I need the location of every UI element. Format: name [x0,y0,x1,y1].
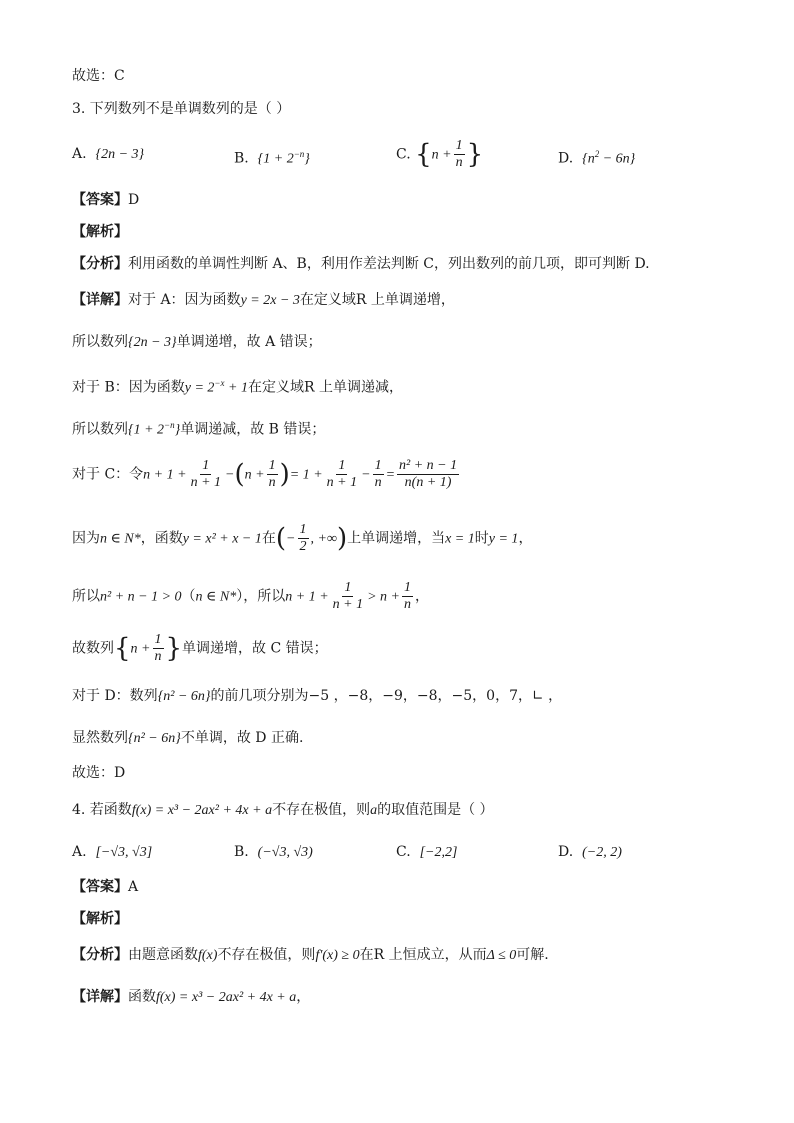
analysis-3-heading: 【解析】 [72,224,128,240]
detail-line-2: 所以数列{2n − 3}单调递增，故 A 错误； [72,334,322,350]
fenxi-3: 【分析】利用函数的单调性判断 A、B，利用作差法判断 C，列出数列的前几项，即可判断 D. [72,256,650,272]
fenxi-4: 【分析】由题意函数f(x)不存在极值，则f′(x) ≥ 0在R 上恒成立，从而Δ ≤ 0可解. [72,947,549,963]
q3-option-a: A. {2n − 3} [72,146,145,162]
detail-line-5: 对于 C：令n + 1 + $\frac{1}{n + 1}$ −(n + $\frac{1}{n}$ )= 1 + $\frac{1}{n + 1}$ − $\frac{1}{n}$ = $\frac{\text{n² + n − 1}}{n(n + 1)}$ [72,458,458,490]
detail-line-10: 显然数列{n² − 6n}不单调，故 D 正确. [72,730,304,746]
text-line: 故选：C [72,68,125,84]
detail-4-line-1: 【详解】函数f(x) = x³ − 2ax² + 4x + a， [72,989,311,1005]
q3-option-d: D. $\{n^2 - 6n\}$ [558,149,636,167]
q4-option-d: D. (−2, 2) [558,844,622,860]
detail-line-9: 对于 D：数列{n² − 6n}的前几项分别为−5 ，−8，−9，−8，−5，0，7，∟ ， [72,688,563,704]
answer-3: 【答案】D [72,192,140,208]
q4-option-a: A. [−√3, √3] [72,844,153,860]
detail-line-1: 【详解】对于 A：因为函数y = 2x − 3在定义域R 上单调递增， [72,292,455,308]
q3-option-b: B. $\{1 + 2^{-n}\}$ [234,149,310,167]
detail-line-3: 对于 B：因为函数$y = 2^{-x} + 1$在定义域R 上单调递减， [72,378,403,396]
q4-option-b: B. (−√3, √3) [234,844,313,860]
analysis-4-heading: 【解析】 [72,911,128,927]
detail-line-6: 因为n ∈ N*，函数y = x² + x − 1在(− $\frac{1}{2}$ , +∞)上单调递增，当x = 1时y = 1， [72,522,533,554]
question-3: 3. 下列数列不是单调数列的是（ ） [72,101,291,117]
q4-option-c: C. [−2,2] [396,844,458,860]
detail-line-4: 所以数列$\{1 + 2^{-n}\}$单调递减，故 B 错误； [72,420,326,438]
question-4: 4. 若函数f(x) = x³ − 2ax² + 4x + a不存在极值，则a的取值范围是（ ） [72,802,494,818]
text-line: 故选：D [72,765,126,781]
detail-line-8: 故数列{n + $\frac{1}{n}$ }单调递增，故 C 错误； [72,632,328,664]
q3-option-c: C. {n + $\frac{1}{n}$ } [396,138,484,170]
detail-line-7: 所以n² + n − 1 > 0（n ∈ N*），所以n + 1 + $\frac{1}{n + 1}$ > n + $\frac{1}{n}$ ， [72,580,430,612]
answer-4: 【答案】A [72,879,139,895]
